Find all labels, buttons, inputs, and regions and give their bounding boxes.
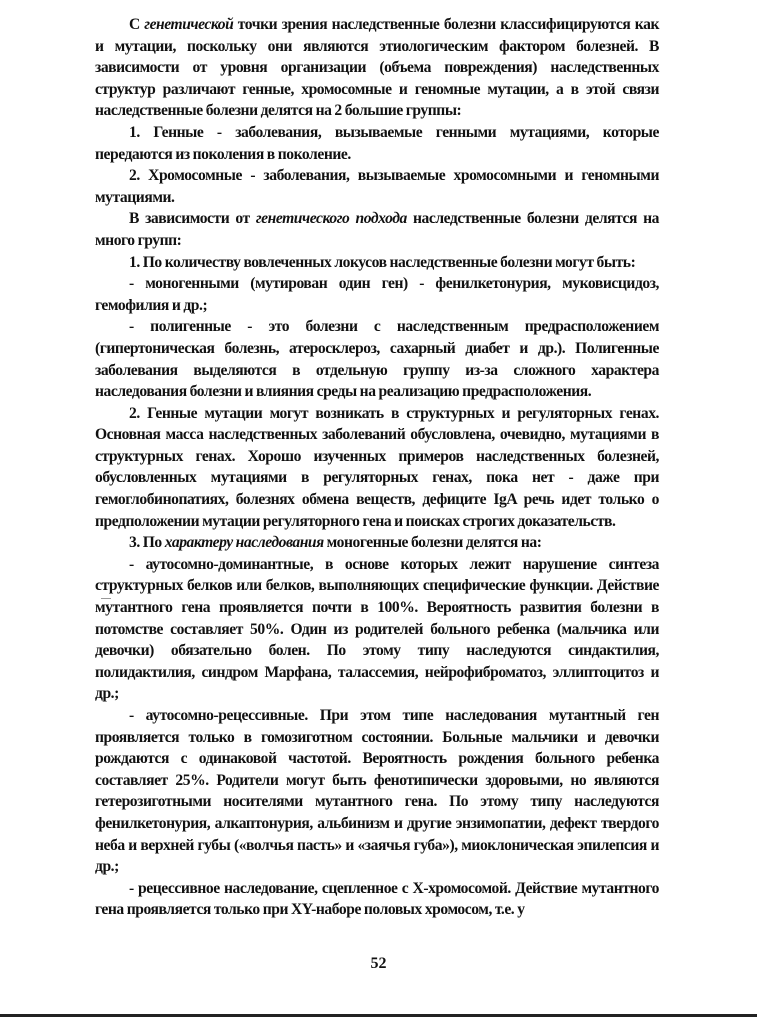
text-run: 2. Генные мутации могут возникать в структурных и регуляторных генах. Основная масса наследственных заболеваний обусловлена, очевидно, мутациями в структурных генах. Хорошо изученных примеров наследственных болезней, обусловленных мутациями в регуляторных генах, пока нет - даже при гемоглобинопатиях, болезнях обмена веществ, дефиците IgA речь идет только о предположении мутации регуляторного гена и поисках строгих доказательств. xyxy=(95,404,659,530)
document-body xyxy=(95,14,659,921)
paragraph xyxy=(95,252,659,274)
text-run: наследственные болезни делятся на много групп: xyxy=(95,210,659,249)
italic-term: генетической xyxy=(144,16,234,33)
paragraph xyxy=(95,122,659,165)
text-run: 3. По xyxy=(129,534,165,552)
paragraph xyxy=(95,165,659,208)
text-run: 1. Генные - заболевания, вызываемые генными мутациями, которые передаются из поколения в поколение. xyxy=(95,123,659,163)
paragraph xyxy=(95,554,659,705)
paragraph xyxy=(95,403,659,533)
paragraph xyxy=(95,532,659,554)
text-run: С xyxy=(129,16,145,33)
text-run: моногенные болезни делятся на: xyxy=(323,534,542,552)
text-run: В зависимости от xyxy=(129,210,256,228)
paragraph xyxy=(95,273,659,316)
italic-term: генетического подхода xyxy=(255,210,407,228)
text-run: 2. Хромосомные - заболевания, вызываемые хромосомными и геномными мутациями. xyxy=(95,167,659,206)
text-run: - рецессивное наследование, сцепленное с Х-хромосомой. Действие мутантного гена проявляется только при XY-наборе половых хромосом, т.е. у xyxy=(95,879,659,919)
paragraph xyxy=(95,316,659,402)
margin-mark xyxy=(101,598,111,599)
paragraph xyxy=(95,878,659,921)
italic-term: характеру наследования xyxy=(164,534,324,552)
paragraph xyxy=(95,14,659,122)
text-run: - аутосомно-рецессивные. При этом типе наследования мутантный ген проявляется только в гомозиготном состоянии. Больные мальчики и девочки рождаются с одинаковой частотой. Вероятность рождения больного ребенка составляет 25%. Родители могут быть фенотипически здоровыми, но являются гетерозиготными носителями мутантного гена. По этому типу наследуются фенилкетонурия, алкаптонурия, альбинизм и другие энзимопатии, дефект твердого неба и верхней губы («волчья пасть» и «заячья губа»), миоклоническая эпилепсия и др.; xyxy=(95,707,659,876)
text-run: - аутосомно-доминантные, в основе которых лежит нарушение синтеза структурных белков или белков, выполняющих специфические функции. Действие мутантного гена проявляется почти в 100%. Вероятность развития болезни в потомстве составляет 50%. Один из родителей больного ребенка (мальчика или девочки) обязательно болен. По этому типу наследуются синдактилия, полидактилия, синдром Марфана, талассемия, нейрофиброматоз, эллиптоцитоз и др.; xyxy=(95,555,659,703)
page-number: 52 xyxy=(370,955,387,972)
paragraph xyxy=(95,705,659,878)
paragraph xyxy=(95,208,659,251)
text-run: 1. По количеству вовлеченных локусов наследственные болезни могут быть: xyxy=(129,253,636,271)
text-run: - полигенные - это болезни с наследственным предрасположением (гипертоническая болезнь, атеросклероз, сахарный диабет и др.). Полигенные заболевания выделяются в отдельную группу из-за сложного характера наследования болезни и влияния среды на реализацию предрасположения. xyxy=(95,318,659,401)
text-run: - моногенными (мутирован один ген) - фенилкетонурия, муковисцидоз, гемофилия и др.; xyxy=(95,275,659,314)
text-run: точки зрения наследственные болезни классифицируются как и мутации, поскольку они являются этиологическим фактором болезней. В зависимости от уровня организации (объема повреждения) наследственных структур различают генные, хромосомные и геномные мутации, а в этой связи наследственные болезни делятся на 2 большие группы: xyxy=(95,16,659,120)
bottom-rule xyxy=(0,1014,757,1017)
